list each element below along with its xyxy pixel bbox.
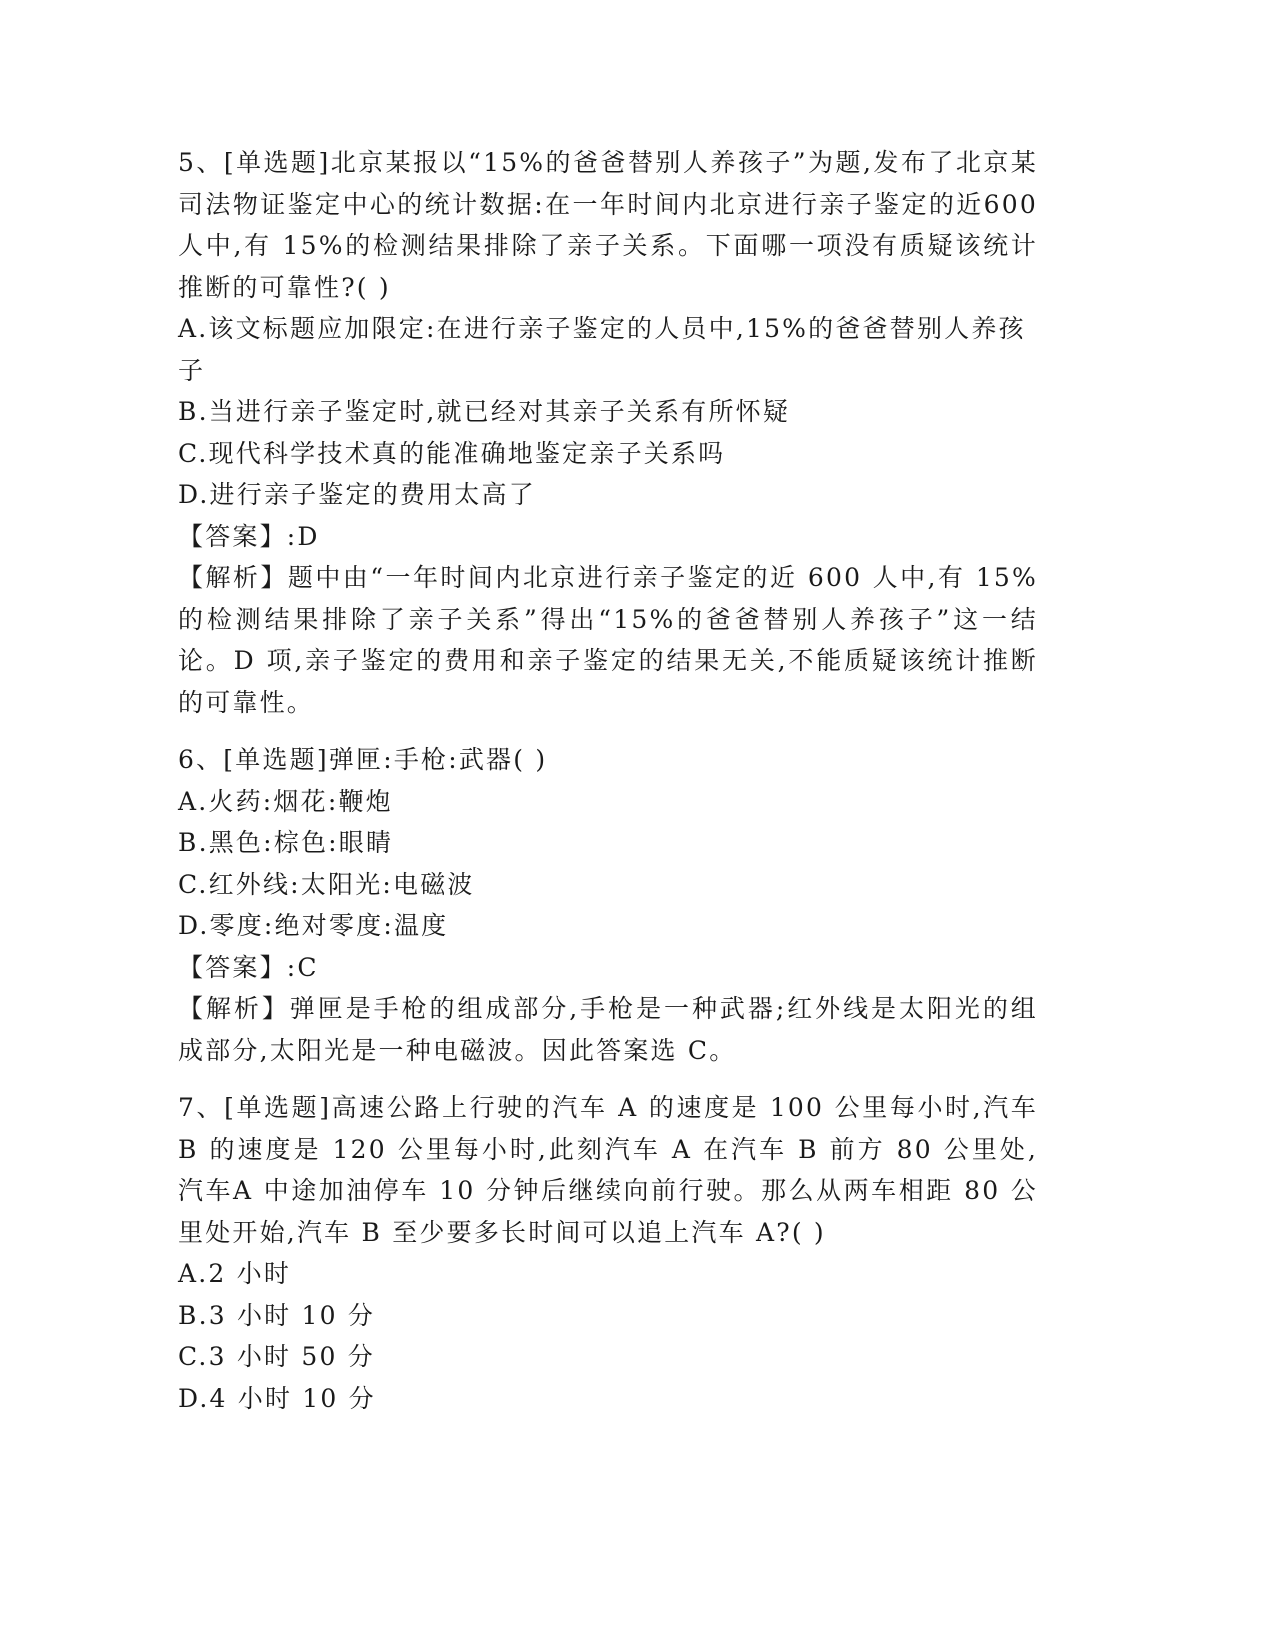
question-stem: 7、[单选题]高速公路上行驶的汽车 A 的速度是 100 公里每小时,汽车B 的速度是 120 公里每小时,此刻汽车 A 在汽车 B 前方 80 公里处,汽车A 中途加油停车 10 分钟后继续向前行驶。那么从两车相距 80 公里处开始,汽车 B 至少要多长时间可以追上汽车 A?( ) xyxy=(178,1093,1038,1247)
option-b: B.黑色:棕色:眼睛 xyxy=(178,828,394,857)
document-page xyxy=(178,142,1038,1419)
option-b: B.当进行亲子鉴定时,就已经对其亲子关系有所怀疑 xyxy=(178,397,791,426)
option-a: A.2 小时 xyxy=(178,1259,292,1288)
question-stem: 6、[单选题]弹匣:手枪:武器( ) xyxy=(178,745,548,774)
explanation: 【解析】弹匣是手枪的组成部分,手枪是一种武器;红外线是太阳光的组成部分,太阳光是一种电磁波。因此答案选 C。 xyxy=(178,994,1038,1065)
option-b: B.3 小时 10 分 xyxy=(178,1300,376,1330)
option-d: D.进行亲子鉴定的费用太高了 xyxy=(178,480,536,509)
question-7 xyxy=(178,1087,1038,1419)
option-a: A.火药:烟花:鞭炮 xyxy=(178,786,393,816)
option-d: D.零度:绝对零度:温度 xyxy=(178,911,449,940)
answer: 【答案】:C xyxy=(178,952,319,982)
option-a: A.该文标题应加限定:在进行亲子鉴定的人员中,15%的爸爸替别人养孩子 xyxy=(178,314,1026,385)
option-c: C.红外线:太阳光:电磁波 xyxy=(178,869,475,899)
question-5 xyxy=(178,142,1038,723)
answer: 【答案】:D xyxy=(178,521,320,551)
question-stem: 5、[单选题]北京某报以“15%的爸爸替别人养孩子”为题,发布了北京某司法物证鉴定中心的统计数据:在一年时间内北京进行亲子鉴定的近600 人中,有 15%的检测结果排除了亲子关系。下面哪一项没有质疑该统计推断的可靠性?( ) xyxy=(178,148,1038,302)
question-6 xyxy=(178,739,1038,1071)
option-c: C.现代科学技术真的能准确地鉴定亲子关系吗 xyxy=(178,438,726,468)
option-d: D.4 小时 10 分 xyxy=(178,1383,376,1413)
explanation: 【解析】题中由“一年时间内北京进行亲子鉴定的近 600 人中,有 15%的检测结果排除了亲子关系”得出“15%的爸爸替别人养孩子”这一结论。D 项,亲子鉴定的费用和亲子鉴定的结果无关,不能质疑该统计推断的可靠性。 xyxy=(178,563,1038,717)
option-c: C.3 小时 50 分 xyxy=(178,1342,375,1371)
